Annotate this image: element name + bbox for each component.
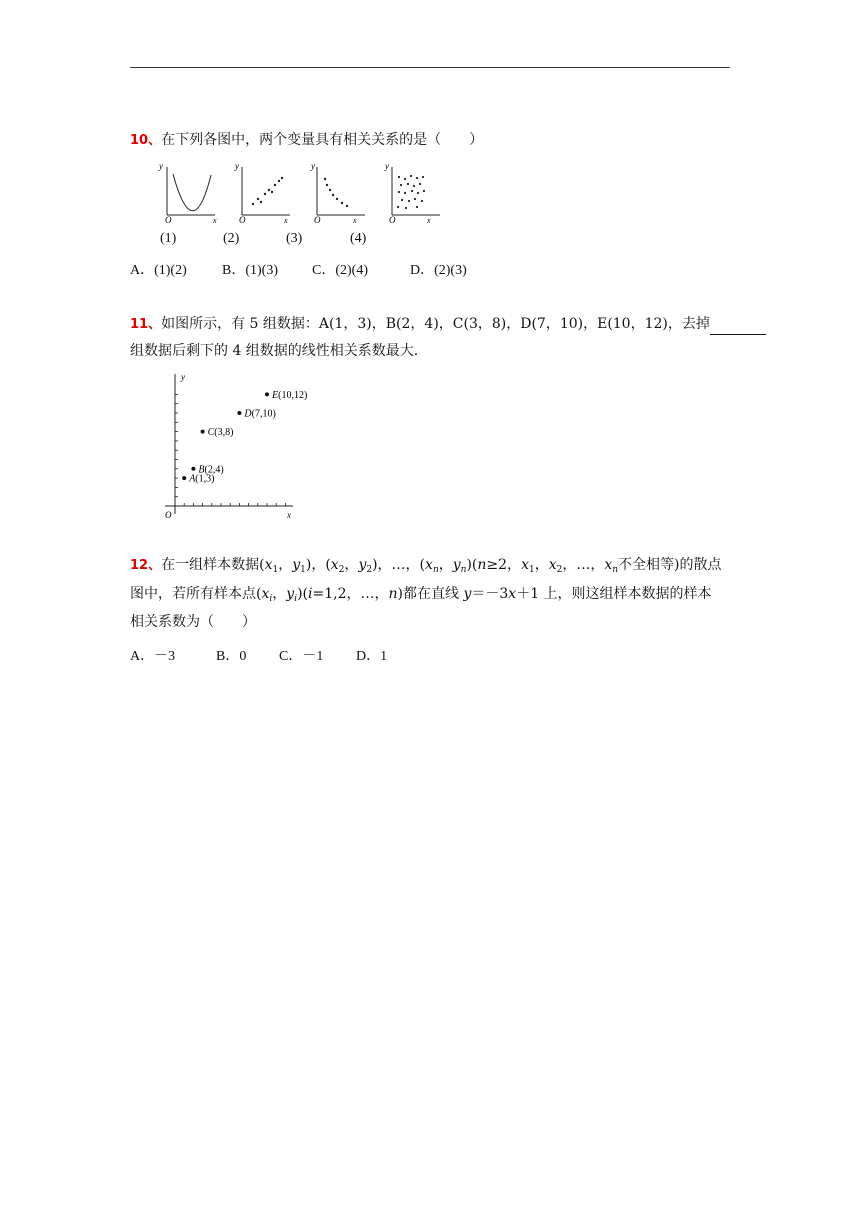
q11-scatter-chart: [155, 368, 335, 528]
q10-option-d: D．(2)(3): [410, 263, 467, 278]
parabola-curve: [173, 174, 211, 211]
q12-number: 12、: [130, 558, 162, 573]
svg-text:x: x: [427, 216, 431, 225]
q11-origin-label: O: [165, 510, 172, 520]
random-scatter-dots: [397, 175, 425, 209]
q10-g1-y: y: [159, 161, 163, 171]
q10-option-c: C．(2)(4): [312, 263, 368, 278]
q10-stem: [130, 130, 483, 151]
q10-g1-x: x: [213, 216, 217, 225]
positive-trend-dots: [252, 177, 283, 205]
q12-line2: 图中，若所有样本点($x_i$，$y_i)(i=1,2$，…，n)都在直线 y＝－3x＋1 上，则这组样本数据的样本: [130, 586, 712, 604]
svg-text:O: O: [389, 215, 396, 225]
svg-text:y: y: [311, 161, 315, 171]
q11-text-1: 如图所示，有 5 组数据：A(1，3)，B(2，4)，C(3，8)，D(7，10)，E(10，12)，去掉: [161, 316, 710, 332]
q11-x-label: x: [287, 510, 291, 520]
q10-number: 10、: [130, 133, 162, 148]
q12-option-a: A．－3: [130, 649, 176, 664]
q10-graph-1: [158, 161, 217, 225]
caption-3: (3): [286, 231, 303, 246]
q11-stem-line2: 组数据后剩下的 4 组数据的线性相关系数最大.: [130, 343, 419, 359]
data-point-label-4: E(10,12): [272, 389, 308, 401]
q12-line1: 12、在一组样本数据($x_1$，$y_1$)，($x_2$，$y_2$)，…，($x_n$，$y_n)(n\ge 2$，$x_1$，$x_2$，…，$x_n$不全相等)的散点: [130, 557, 722, 575]
svg-text:x: x: [284, 216, 288, 225]
q11-y-label: y: [181, 372, 185, 382]
data-point-label-0: A(1,3): [189, 473, 215, 485]
data-point-3: [237, 411, 241, 415]
header-rule: [130, 67, 730, 68]
q11-answer-blank: [710, 321, 766, 335]
q12-options: [130, 645, 387, 665]
q10-graph-3: [310, 161, 365, 225]
svg-text:x: x: [353, 216, 357, 225]
data-point-4: [265, 392, 269, 396]
svg-text:y: y: [235, 161, 239, 171]
q11-stem-line1: [130, 314, 766, 335]
data-point-label-3: D(7,10): [244, 408, 276, 420]
negative-curve-dots: [324, 178, 348, 207]
q12-line3: 相关系数为（ ）: [130, 614, 256, 630]
data-point-label-2: C(3,8): [207, 427, 234, 439]
svg-text:O: O: [239, 215, 246, 225]
q10-g1-o: O: [165, 215, 172, 225]
q10-graph-4: [384, 161, 440, 225]
q10-option-a: A．(1)(2): [130, 263, 187, 278]
svg-text:y: y: [385, 161, 389, 171]
q10-text: 在下列各图中，两个变量具有相关关系的是（ ）: [161, 132, 484, 148]
q10-option-b: B．(1)(3): [222, 263, 278, 278]
caption-1: (1): [160, 231, 177, 246]
svg-text:O: O: [314, 215, 321, 225]
q10-graphs: [155, 157, 455, 227]
data-point-0: [182, 476, 186, 480]
q12-option-c: C．－1: [279, 649, 324, 664]
caption-2: (2): [223, 231, 240, 246]
q12-option-b: B．0: [216, 649, 247, 664]
q12-option-d: D．1: [356, 649, 388, 664]
caption-4: (4): [350, 231, 367, 246]
data-point-label-1: B(2,4): [198, 464, 224, 476]
q10-graph-2: [234, 161, 290, 225]
q10-options: [130, 259, 467, 279]
data-point-1: [191, 467, 195, 471]
q11-number: 11、: [130, 317, 162, 332]
data-point-2: [201, 430, 205, 434]
